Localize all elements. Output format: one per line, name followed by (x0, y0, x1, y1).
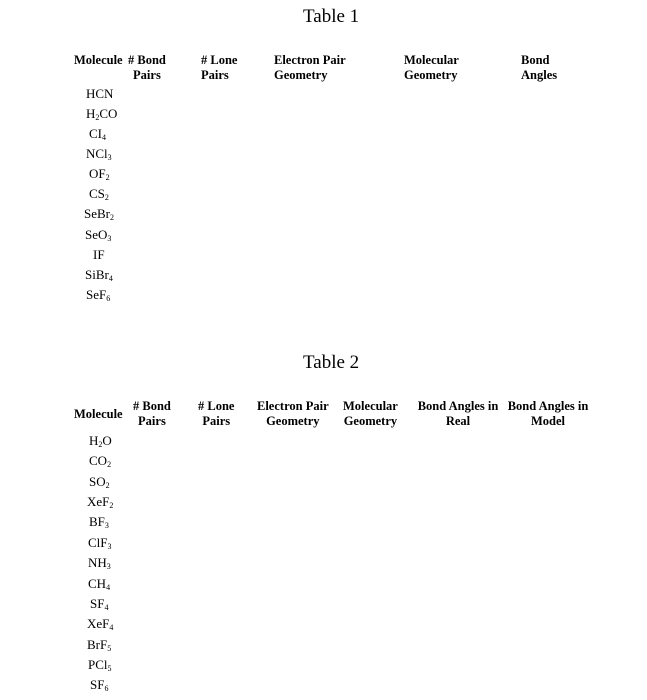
t2-header-bond-angles-real: Bond Angles in Real (417, 399, 499, 428)
t1-header-bond-angles: Bond Angles (521, 53, 558, 82)
t1-molecule-if: IF (93, 247, 105, 262)
t2-header-bond-angles-model: Bond Angles in Model (507, 399, 589, 428)
t1-molecule-h2co: $H_2CO$ (86, 106, 118, 122)
t2-header-lone-pairs: # Lone Pairs (198, 399, 235, 428)
t1-molecule-sef6: SeF$_6$ (86, 287, 111, 303)
t1-header-molecule: Molecule (74, 53, 123, 67)
t2-molecule-co2: $CO_2$ (89, 453, 112, 469)
t2-molecule-so2: $SO_2$ (89, 474, 110, 490)
t1-header-molecular-geometry: Molecular Geometry (404, 53, 459, 82)
t1-molecule-of2: $OF_2$ (89, 166, 110, 182)
t2-molecule-sf6: $SF_6$ (90, 677, 109, 693)
t1-molecule-seo3: SeO$_3$ (85, 227, 112, 243)
table2-title: Table 2 (303, 352, 360, 373)
t1-molecule-sibr4: SiBr$_4$ (85, 267, 113, 283)
t2-header-molecular-geometry: Molecular Geometry (343, 399, 398, 428)
t2-molecule-nh3: $NH_3$ (88, 555, 111, 571)
t1-molecule-ncl3: NCl$_3$ (86, 146, 112, 162)
t2-molecule-brf5: BrF$_5$ (87, 637, 112, 653)
t2-header-bond-pairs: # Bond Pairs (133, 399, 171, 428)
t1-header-electron-pair-geometry: Electron Pair Geometry (274, 53, 346, 82)
t1-molecule-cs2: $CS_2$ (89, 186, 109, 202)
t2-molecule-ch4: $CH_4$ (88, 576, 111, 592)
t2-molecule-bf3: $BF_3$ (89, 514, 109, 530)
t1-header-bond-pairs: # Bond Pairs (128, 53, 166, 82)
t2-molecule-clf3: ClF$_3$ (88, 535, 112, 551)
t1-molecule-ci4: $CI_4$ (89, 126, 106, 142)
t2-header-molecule: Molecule (74, 407, 123, 421)
t1-molecule-hcn: HCN (86, 86, 114, 101)
t2-molecule-xef2: XeF$_2$ (87, 494, 114, 510)
t2-molecule-sf4: $SF_4$ (90, 596, 109, 612)
t1-molecule-sebr2: SeBr$_2$ (84, 206, 114, 222)
t1-header-lone-pairs: # Lone Pairs (201, 53, 238, 82)
table1-title: Table 1 (303, 6, 360, 27)
t2-header-electron-pair-geometry: Electron Pair Geometry (257, 399, 329, 428)
t2-molecule-h2o: $H_2O$ (89, 433, 112, 449)
t2-molecule-xef4: XeF$_4$ (87, 616, 114, 632)
t2-molecule-pcl5: PCl$_5$ (88, 657, 112, 673)
